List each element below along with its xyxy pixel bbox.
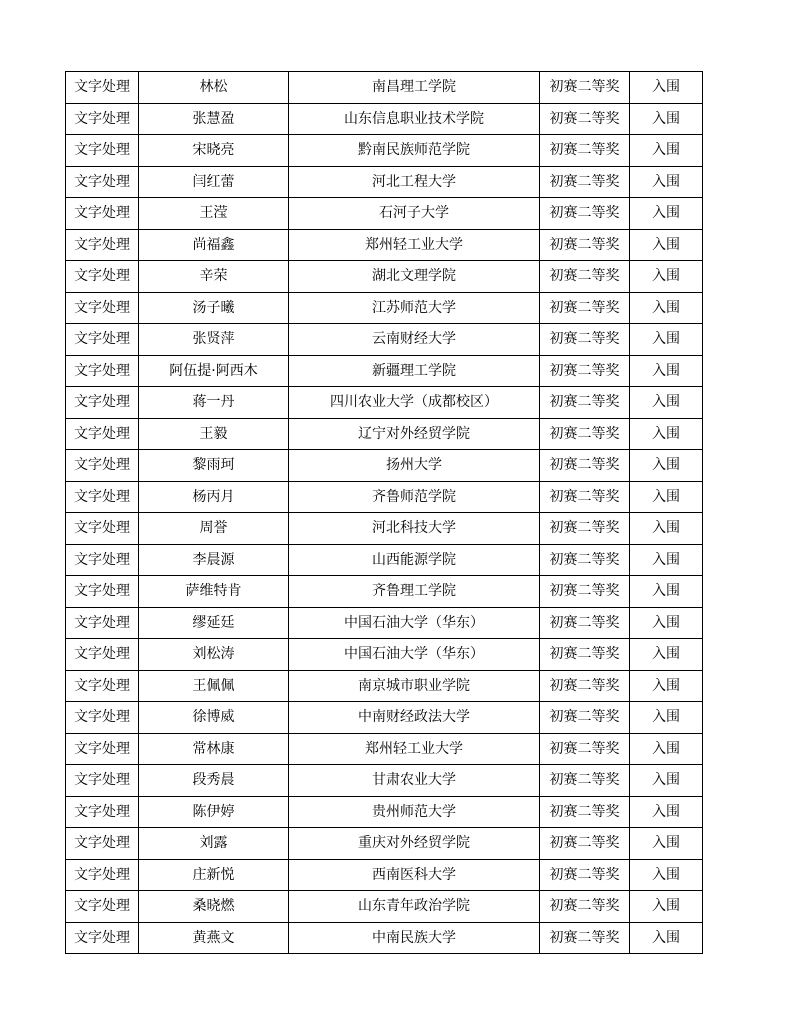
cell-name: 宋晓亮 (139, 135, 289, 167)
cell-name: 张慧盈 (139, 103, 289, 135)
cell-award: 初赛二等奖 (540, 418, 630, 450)
cell-category: 文字处理 (66, 576, 139, 608)
cell-award: 初赛二等奖 (540, 702, 630, 734)
cell-category: 文字处理 (66, 544, 139, 576)
cell-school: 西南医科大学 (289, 859, 540, 891)
cell-school: 重庆对外经贸学院 (289, 828, 540, 860)
cell-status: 入围 (630, 166, 703, 198)
cell-category: 文字处理 (66, 733, 139, 765)
cell-school: 齐鲁师范学院 (289, 481, 540, 513)
cell-status: 入围 (630, 891, 703, 923)
cell-award: 初赛二等奖 (540, 544, 630, 576)
cell-school: 黔南民族师范学院 (289, 135, 540, 167)
table-row (66, 576, 703, 608)
cell-name: 常林康 (139, 733, 289, 765)
cell-award: 初赛二等奖 (540, 292, 630, 324)
cell-name: 阿伍提·阿西木 (139, 355, 289, 387)
cell-status: 入围 (630, 922, 703, 954)
cell-school: 河北科技大学 (289, 513, 540, 545)
cell-award: 初赛二等奖 (540, 607, 630, 639)
table-row (66, 796, 703, 828)
cell-name: 张贤萍 (139, 324, 289, 356)
cell-name: 辛荣 (139, 261, 289, 293)
cell-award: 初赛二等奖 (540, 796, 630, 828)
cell-name: 刘露 (139, 828, 289, 860)
cell-status: 入围 (630, 765, 703, 797)
cell-name: 林松 (139, 72, 289, 104)
cell-award: 初赛二等奖 (540, 922, 630, 954)
table-row (66, 229, 703, 261)
cell-status: 入围 (630, 639, 703, 671)
cell-school: 湖北文理学院 (289, 261, 540, 293)
table-row (66, 324, 703, 356)
cell-name: 闫红蕾 (139, 166, 289, 198)
cell-status: 入围 (630, 450, 703, 482)
cell-status: 入围 (630, 387, 703, 419)
cell-name: 陈伊婷 (139, 796, 289, 828)
cell-category: 文字处理 (66, 261, 139, 293)
cell-name: 王佩佩 (139, 670, 289, 702)
cell-status: 入围 (630, 292, 703, 324)
cell-status: 入围 (630, 859, 703, 891)
cell-category: 文字处理 (66, 891, 139, 923)
cell-category: 文字处理 (66, 135, 139, 167)
cell-award: 初赛二等奖 (540, 450, 630, 482)
cell-status: 入围 (630, 702, 703, 734)
cell-award: 初赛二等奖 (540, 639, 630, 671)
cell-school: 山东信息职业技术学院 (289, 103, 540, 135)
table-row (66, 513, 703, 545)
cell-award: 初赛二等奖 (540, 355, 630, 387)
cell-category: 文字处理 (66, 607, 139, 639)
cell-status: 入围 (630, 103, 703, 135)
cell-award: 初赛二等奖 (540, 733, 630, 765)
cell-name: 杨丙月 (139, 481, 289, 513)
cell-category: 文字处理 (66, 355, 139, 387)
cell-school: 贵州师范大学 (289, 796, 540, 828)
cell-award: 初赛二等奖 (540, 135, 630, 167)
table-row (66, 261, 703, 293)
cell-status: 入围 (630, 733, 703, 765)
cell-name: 徐博威 (139, 702, 289, 734)
cell-category: 文字处理 (66, 450, 139, 482)
cell-status: 入围 (630, 229, 703, 261)
cell-school: 河北工程大学 (289, 166, 540, 198)
table-row (66, 166, 703, 198)
cell-award: 初赛二等奖 (540, 229, 630, 261)
cell-category: 文字处理 (66, 828, 139, 860)
award-list-table (65, 71, 703, 954)
cell-category: 文字处理 (66, 702, 139, 734)
table-row (66, 355, 703, 387)
table-row (66, 418, 703, 450)
cell-school: 山东青年政治学院 (289, 891, 540, 923)
cell-category: 文字处理 (66, 922, 139, 954)
cell-award: 初赛二等奖 (540, 72, 630, 104)
cell-status: 入围 (630, 261, 703, 293)
cell-status: 入围 (630, 355, 703, 387)
table-row (66, 481, 703, 513)
cell-status: 入围 (630, 670, 703, 702)
cell-school: 扬州大学 (289, 450, 540, 482)
cell-award: 初赛二等奖 (540, 103, 630, 135)
table-row (66, 891, 703, 923)
cell-school: 新疆理工学院 (289, 355, 540, 387)
cell-school: 四川农业大学（成都校区） (289, 387, 540, 419)
cell-name: 庄新悦 (139, 859, 289, 891)
cell-status: 入围 (630, 544, 703, 576)
cell-award: 初赛二等奖 (540, 859, 630, 891)
cell-award: 初赛二等奖 (540, 670, 630, 702)
cell-school: 中国石油大学（华东） (289, 607, 540, 639)
cell-status: 入围 (630, 796, 703, 828)
cell-name: 王滢 (139, 198, 289, 230)
cell-award: 初赛二等奖 (540, 166, 630, 198)
cell-category: 文字处理 (66, 639, 139, 671)
cell-award: 初赛二等奖 (540, 765, 630, 797)
table-row (66, 733, 703, 765)
table-row (66, 828, 703, 860)
table-row (66, 544, 703, 576)
cell-status: 入围 (630, 481, 703, 513)
cell-status: 入围 (630, 324, 703, 356)
cell-school: 甘肃农业大学 (289, 765, 540, 797)
cell-name: 段秀晨 (139, 765, 289, 797)
cell-award: 初赛二等奖 (540, 481, 630, 513)
cell-category: 文字处理 (66, 670, 139, 702)
cell-name: 黄燕文 (139, 922, 289, 954)
cell-school: 辽宁对外经贸学院 (289, 418, 540, 450)
table-body (66, 72, 703, 954)
cell-award: 初赛二等奖 (540, 828, 630, 860)
cell-name: 桑晓燃 (139, 891, 289, 923)
cell-name: 缪延廷 (139, 607, 289, 639)
cell-school: 郑州轻工业大学 (289, 733, 540, 765)
cell-school: 中南民族大学 (289, 922, 540, 954)
cell-category: 文字处理 (66, 198, 139, 230)
table-row (66, 670, 703, 702)
cell-status: 入围 (630, 418, 703, 450)
cell-name: 尚福鑫 (139, 229, 289, 261)
table-row (66, 859, 703, 891)
cell-status: 入围 (630, 828, 703, 860)
cell-status: 入围 (630, 198, 703, 230)
table-row (66, 702, 703, 734)
cell-status: 入围 (630, 72, 703, 104)
cell-category: 文字处理 (66, 324, 139, 356)
cell-award: 初赛二等奖 (540, 513, 630, 545)
table-row (66, 292, 703, 324)
cell-category: 文字处理 (66, 513, 139, 545)
cell-award: 初赛二等奖 (540, 324, 630, 356)
cell-name: 汤子曦 (139, 292, 289, 324)
cell-award: 初赛二等奖 (540, 261, 630, 293)
table-row (66, 387, 703, 419)
table-row (66, 135, 703, 167)
cell-school: 山西能源学院 (289, 544, 540, 576)
table-row (66, 639, 703, 671)
cell-category: 文字处理 (66, 796, 139, 828)
cell-category: 文字处理 (66, 292, 139, 324)
cell-name: 周誉 (139, 513, 289, 545)
cell-award: 初赛二等奖 (540, 891, 630, 923)
table-row (66, 103, 703, 135)
cell-name: 王毅 (139, 418, 289, 450)
cell-school: 南京城市职业学院 (289, 670, 540, 702)
table-row (66, 198, 703, 230)
cell-status: 入围 (630, 576, 703, 608)
table-row (66, 72, 703, 104)
cell-school: 郑州轻工业大学 (289, 229, 540, 261)
cell-status: 入围 (630, 607, 703, 639)
cell-award: 初赛二等奖 (540, 387, 630, 419)
cell-name: 蒋一丹 (139, 387, 289, 419)
cell-name: 刘松涛 (139, 639, 289, 671)
cell-school: 中国石油大学（华东） (289, 639, 540, 671)
cell-name: 萨维特肯 (139, 576, 289, 608)
table-row (66, 922, 703, 954)
cell-category: 文字处理 (66, 166, 139, 198)
cell-category: 文字处理 (66, 418, 139, 450)
cell-status: 入围 (630, 513, 703, 545)
cell-category: 文字处理 (66, 387, 139, 419)
cell-status: 入围 (630, 135, 703, 167)
table-row (66, 765, 703, 797)
cell-category: 文字处理 (66, 481, 139, 513)
cell-category: 文字处理 (66, 859, 139, 891)
cell-name: 黎雨珂 (139, 450, 289, 482)
cell-category: 文字处理 (66, 103, 139, 135)
cell-school: 齐鲁理工学院 (289, 576, 540, 608)
cell-school: 石河子大学 (289, 198, 540, 230)
cell-category: 文字处理 (66, 72, 139, 104)
table-row (66, 607, 703, 639)
cell-category: 文字处理 (66, 765, 139, 797)
cell-school: 云南财经大学 (289, 324, 540, 356)
cell-school: 南昌理工学院 (289, 72, 540, 104)
cell-category: 文字处理 (66, 229, 139, 261)
cell-award: 初赛二等奖 (540, 198, 630, 230)
cell-school: 中南财经政法大学 (289, 702, 540, 734)
cell-award: 初赛二等奖 (540, 576, 630, 608)
table-row (66, 450, 703, 482)
cell-name: 李晨源 (139, 544, 289, 576)
cell-school: 江苏师范大学 (289, 292, 540, 324)
